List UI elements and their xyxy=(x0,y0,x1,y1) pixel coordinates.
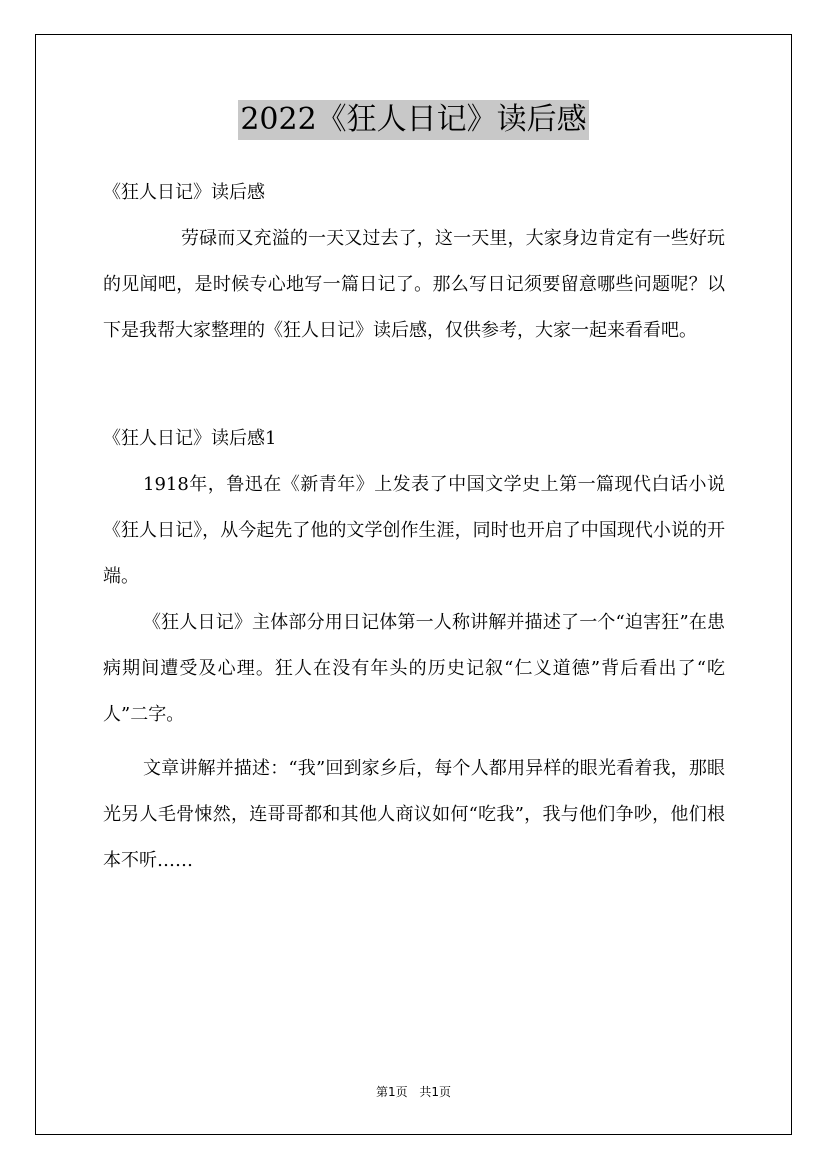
body-paragraph-2: 《狂人日记》主体部分用日记体第一人称讲解并描述了一个“迫害狂”在患病期间遭受及心理。狂人在没有年头的历史记叙“仁义道德”背后看出了“吃人”二字。 xyxy=(103,612,725,725)
body-paragraph-3: 文章讲解并描述：“我”回到家乡后，每个人都用异样的眼光看着我，那眼光另人毛骨悚然，连哥哥都和其他人商议如何“吃我”，我与他们争吵，他们根本不听…… xyxy=(103,758,725,871)
intro-paragraph: 劳碌而又充溢的一天又过去了，这一天里，大家身边肯定有一些好玩的见闻吧，是时候专心地写一篇日记了。那么写日记须要留意哪些问题呢？以下是我帮大家整理的《狂人日记》读后感，仅供参考，大家一起来看看吧。 xyxy=(103,228,725,341)
page-footer xyxy=(0,1083,827,1100)
page-number-total: 共1页 xyxy=(419,1085,452,1099)
document-heading: 《狂人日记》读后感 xyxy=(103,182,265,203)
document-title: 2022《狂人日记》读后感 xyxy=(238,100,588,140)
body-paragraph-1: 1918年，鲁迅在《新青年》上发表了中国文学史上第一篇现代白话小说《狂人日记》，从今起先了他的文学创作生涯，同时也开启了中国现代小说的开端。 xyxy=(103,474,725,587)
page-number-current: 第1页 xyxy=(375,1085,408,1099)
section-spacer xyxy=(103,354,725,416)
title-container xyxy=(0,100,827,140)
document-body xyxy=(103,170,725,884)
paragraph-spacer xyxy=(103,738,725,746)
section-heading: 《狂人日记》读后感1 xyxy=(103,428,277,449)
